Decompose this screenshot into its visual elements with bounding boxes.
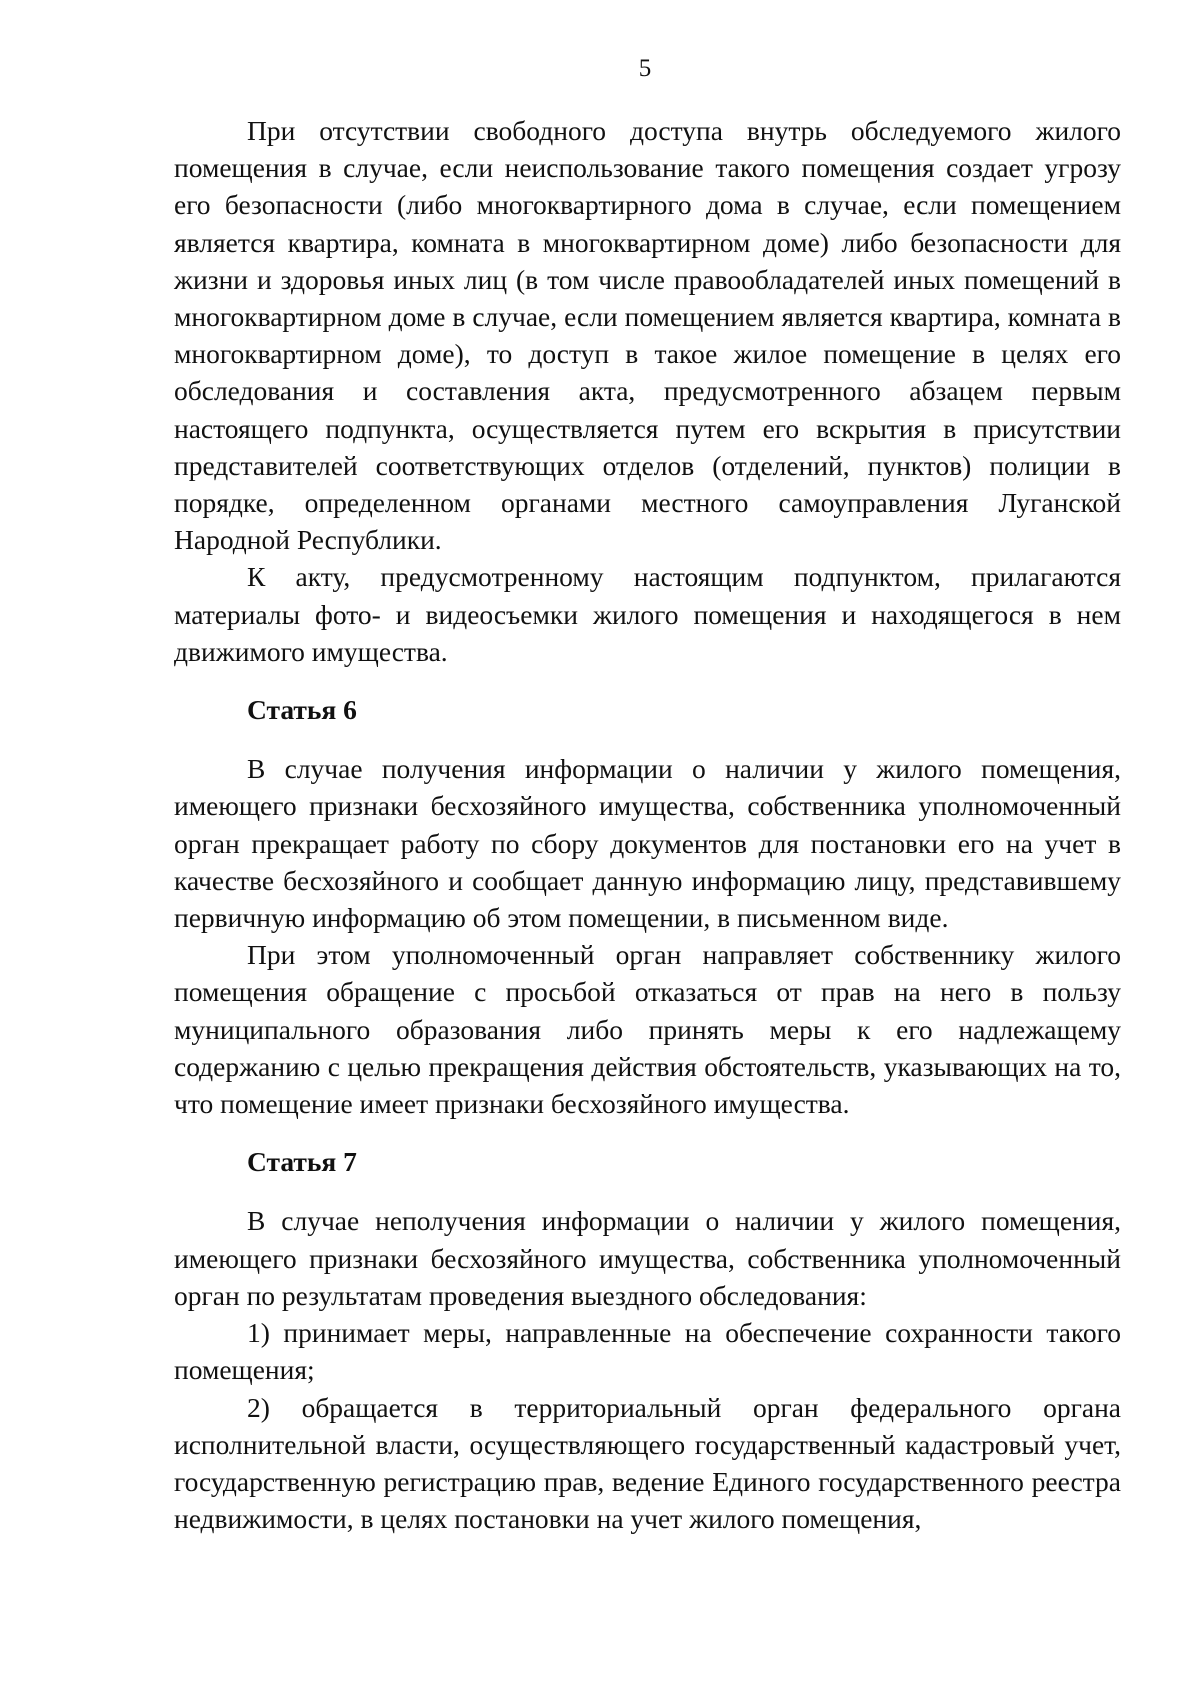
spacer	[174, 1122, 1121, 1143]
document-body	[174, 112, 1121, 1537]
article-6-heading: Статья 6	[247, 694, 357, 726]
article-7-list-item-2: 2) обращается в территориальный орган федерального органа исполнительной власти, осуществляющего государственный кадастровый учет, государственную регистрацию прав, ведение Единого государственного реестра недвижимости, в целях постановки на учет жилого помещения,	[174, 1391, 1121, 1535]
article-6-paragraph-1: В случае получения информации о наличии у жилого помещения, имеющего признаки бесхозяйного имущества, собственника уполномоченный орган прекращает работу по сбору документов для постановки его на учет в качестве бесхозяйного и сообщает данную информацию лицу, представившему первичную информацию об этом помещении, в письменном виде.	[174, 753, 1121, 934]
page-number: 5	[638, 55, 652, 82]
paragraph-photo-video-materials: К акту, предусмотренному настоящим подпунктом, прилагаются материалы фото- и видеосъемки жилого помещения и находящегося в нем движимого имущества.	[174, 561, 1121, 667]
spacer	[174, 1180, 1121, 1202]
paragraph-forced-entry: При отсутствии свободного доступа внутрь обследуемого жилого помещения в случае, если неиспользование такого помещения создает угрозу его безопасности (либо многоквартирного дома в случае, если помещением является квартира, комната в многоквартирном доме) либо безопасности для жизни и здоровья иных лиц (в том числе правообладателей иных помещений в многоквартирном доме в случае, если помещением является квартира, комната в многоквартирном доме), то доступ в такое жилое помещение в целях его обследования и составления акта, предусмотренного абзацем первым настоящего подпункта, осуществляется путем его вскрытия в присутствии представителей соответствующих отделов (отделений, пунктов) полиции в порядке, определенном органами местного самоуправления Луганской Народной Республики.	[174, 115, 1121, 556]
article-6-paragraph-2: При этом уполномоченный орган направляет собственнику жилого помещения обращение с просьбой отказаться от прав на него в пользу муниципального образования либо принять меры к его надлежащему содержанию с целью прекращения действия обстоятельств, указывающих на то, что помещение имеет признаки бесхозяйного имущества.	[174, 939, 1121, 1120]
article-7-list-item-1: 1) принимает меры, направленные на обеспечение сохранности такого помещения;	[174, 1317, 1121, 1386]
spacer	[174, 670, 1121, 691]
article-7-paragraph-1: В случае неполучения информации о наличии у жилого помещения, имеющего признаки бесхозяйного имущества, собственника уполномоченный орган по результатам проведения выездного обследования:	[174, 1205, 1121, 1311]
spacer	[174, 728, 1121, 750]
article-7-heading: Статья 7	[247, 1146, 357, 1178]
